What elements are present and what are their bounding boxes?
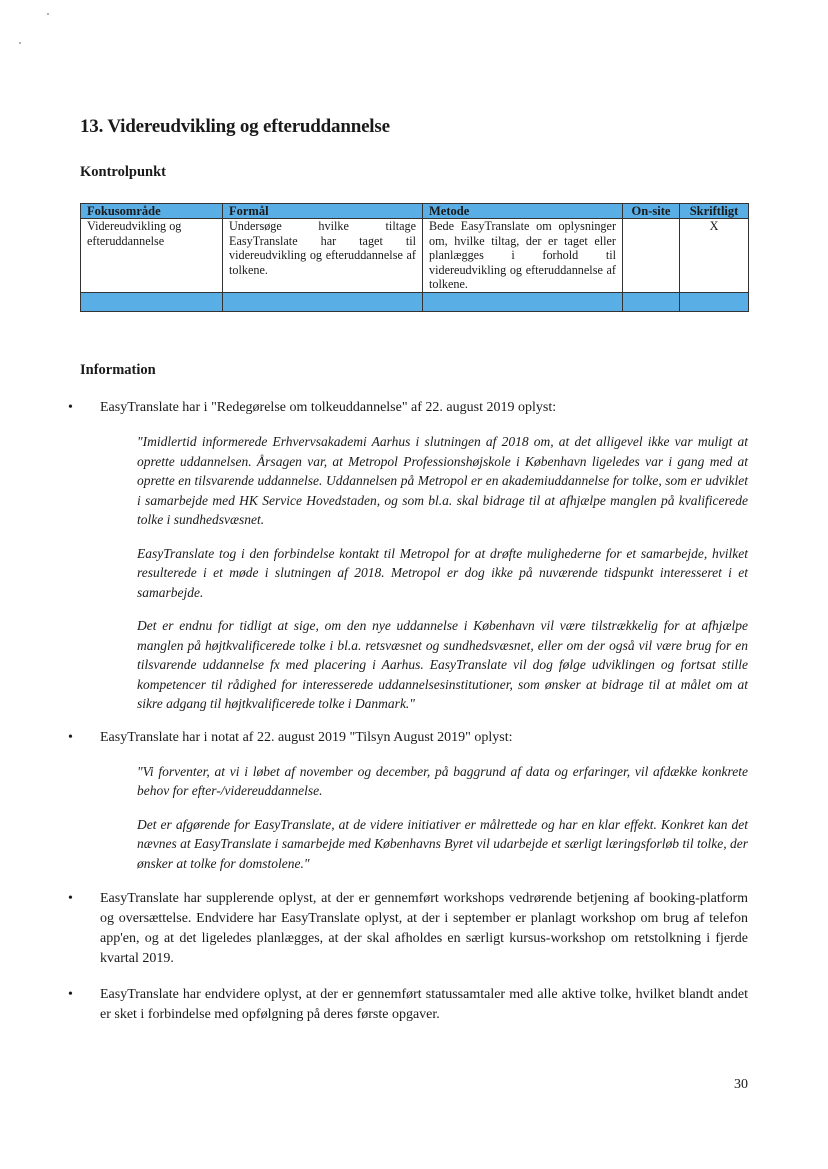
bullet-icon: • — [68, 987, 73, 1002]
bullet-icon: • — [68, 729, 73, 745]
col-header-onsite: On-site — [623, 204, 680, 219]
col-header-written: Skriftligt — [680, 204, 749, 219]
list-item-text: EasyTranslate har endvidere oplyst, at der er gennemført statussamtaler med alle aktive tolke, hvilket blandt andet er sket i forbindelse med opfølgning på deres første opgaver. — [100, 987, 748, 1022]
table-footer-row — [81, 292, 749, 311]
information-list — [66, 398, 748, 1025]
control-table — [80, 203, 749, 312]
col-header-method: Metode — [423, 204, 623, 219]
scan-speck — [47, 13, 49, 15]
control-table-header — [81, 204, 749, 219]
bullet-icon: • — [68, 400, 73, 415]
quote-paragraph: Det er afgørende for EasyTranslate, at de videre initiativer er målrettede og har en klar effekt. Konkret kan det nævnes at EasyTranslate i samarbejde med Københavns Byret vil udarbejde et særligt læringsforløb til tolke, der ønsker at tolke for domstolene." — [137, 816, 748, 871]
footer-cell — [680, 292, 749, 311]
cell-method: Bede EasyTranslate om oplysninger om, hvilke tiltag, der er taget eller planlægges i forhold til videreudvikling og efteruddannelse af tolkene. — [423, 219, 623, 293]
information-heading: Information — [80, 362, 156, 378]
section-heading: 13. Videreudvikling og efteruddannelse — [80, 116, 390, 137]
list-item-text: EasyTranslate har i notat af 22. august 2019 "Tilsyn August 2019" oplyst: — [100, 729, 513, 745]
list-item — [66, 985, 748, 1025]
cell-written: X — [680, 219, 749, 293]
quote-paragraph: Det er endnu for tidligt at sige, om den nye uddannelse i København vil være tilstrækkelig for at afhjælpe manglen på højtkvalificerede tolke i bl.a. retsvæsnet og sundhedsvæsnet, eller om der også vil være brug for en tilsvarende uddannelse fx med placering i Aarhus. EasyTranslate vil dog følge udviklingen og fortsat stille kompetencer til rådighed for interesserede uddannelsesinstitutioner, som ønsker at bidrage til at målet om at sikre adgang til højtkvalificerede tolke i Danmark." — [137, 618, 748, 711]
footer-cell — [623, 292, 680, 311]
footer-cell — [423, 292, 623, 311]
cell-onsite — [623, 219, 680, 293]
footer-cell — [223, 292, 423, 311]
quote-paragraph: EasyTranslate tog i den forbindelse kontakt til Metropol for at drøfte mulighederne for et samarbejde, hvilket resulterede i et møde i slutningen af 2018. Metropol er dog ikke på nuværende tidspunkt interesseret i et samarbejde. — [137, 545, 748, 600]
table-row — [81, 219, 749, 293]
cell-purpose: Undersøge hvilke tiltage EasyTranslate har taget til videreudvikling og efteruddannelse af tolkene. — [223, 219, 423, 293]
footer-cell — [81, 292, 223, 311]
list-item — [66, 889, 748, 969]
list-item — [66, 398, 748, 714]
scan-speck — [19, 42, 21, 44]
cell-focus: Videreudvikling og efteruddannelse — [81, 219, 223, 293]
quote-paragraph: "Vi forventer, at vi i løbet af november og december, på baggrund af data og erfaringer, vil afdække konkrete behov for efter-/videreuddannelse. — [137, 763, 748, 798]
col-header-purpose: Formål — [223, 204, 423, 219]
list-item-text: EasyTranslate har supplerende oplyst, at der er gennemført workshops vedrørende betjening af booking-platform og oversættelse. Endvidere har EasyTranslate oplyst, at der i september er planlagt workshop om brug af telefon app'en, og at det ligeledes planlægges, at der skal afholdes en særligt kursus-workshop om retstolkning i fjerde kvartal 2019. — [100, 891, 748, 966]
col-header-focus: Fokusområde — [81, 204, 223, 219]
page-number: 30 — [734, 1077, 748, 1092]
list-item-text: EasyTranslate har i "Redegørelse om tolkeuddannelse" af 22. august 2019 oplyst: — [100, 400, 557, 415]
quote-paragraph: "Imidlertid informerede Erhvervsakademi Aarhus i slutningen af 2018 om, at det alligevel ikke var muligt at oprette uddannelsen. Årsagen var, at Metropol Professionshøjskole i København ligeledes var i gang med at oprette en tilsvarende uddannelse. Uddannelsen på Metropol er en akademiuddannelse for tolke, som er udviklet i samarbejde med HK Service Hovedstaden, og som bl.a. skal bidrage til at afhjælpe manglen på kvalificerede tolke i sundhedsvæsnet. — [137, 434, 748, 527]
control-heading: Kontrolpunkt — [80, 164, 166, 180]
bullet-icon: • — [68, 891, 73, 906]
list-item — [66, 728, 748, 874]
